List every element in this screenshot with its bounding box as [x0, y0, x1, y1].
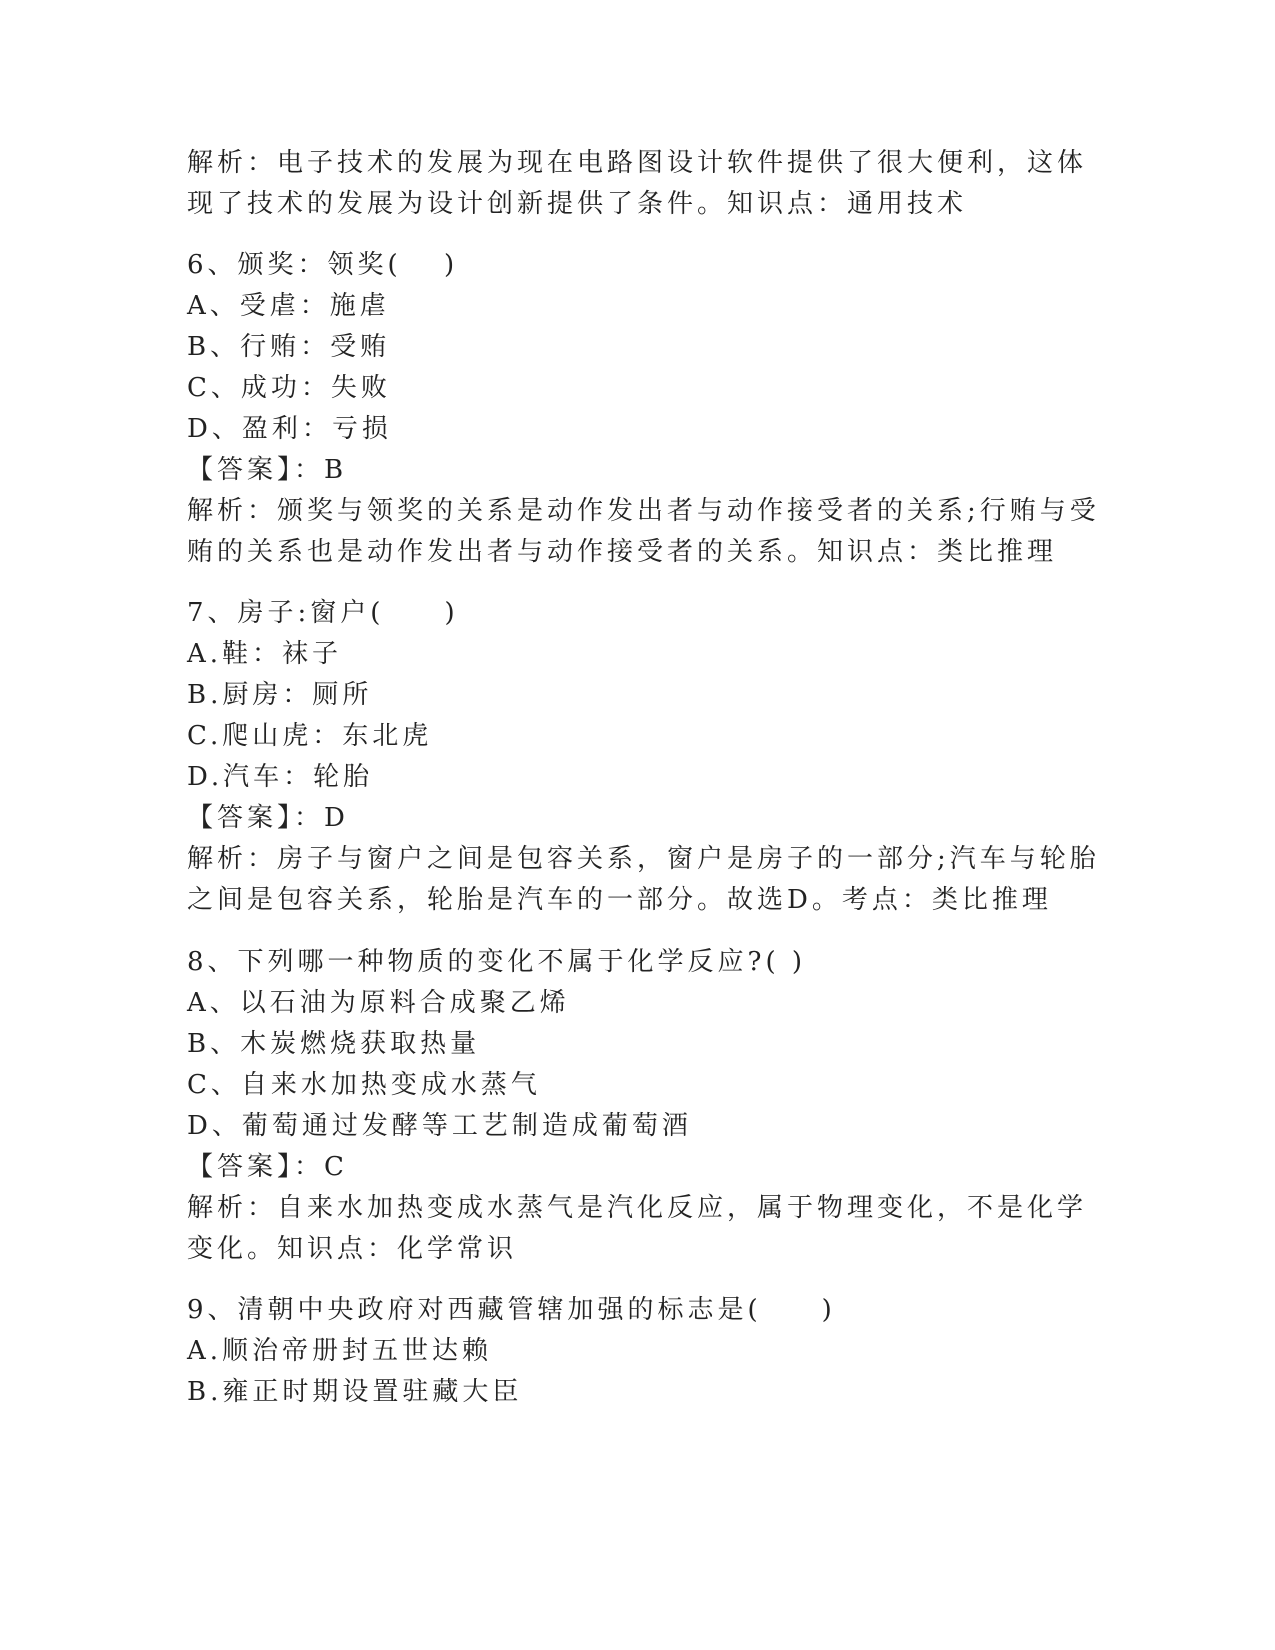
- q8-question: 8、下列哪一种物质的变化不属于化学反应?( ): [187, 947, 807, 977]
- q6-answer: 【答案】：B: [187, 455, 348, 485]
- q7-option-c: C.爬山虎：东北虎: [187, 721, 433, 751]
- q6-question: 6、颁奖：领奖( ): [187, 250, 459, 280]
- q6-analysis-line-1: 解析：颁奖与领奖的关系是动作发出者与动作接受者的关系;行贿与受: [187, 496, 1100, 526]
- q6-option-d: D、盈利：亏损: [187, 414, 392, 444]
- q9-option-b: B.雍正时期设置驻藏大臣: [187, 1377, 523, 1407]
- q6-analysis-line-2: 贿的关系也是动作发出者与动作接受者的关系。知识点：类比推理: [187, 537, 1058, 567]
- q9-option-a: A.顺治帝册封五世达赖: [187, 1336, 493, 1366]
- q5-analysis-line-2: 现了技术的发展为设计创新提供了条件。知识点：通用技术: [187, 189, 968, 219]
- q6-option-a: A、受虐：施虐: [187, 291, 390, 321]
- q6-option-c: C、成功：失败: [187, 373, 391, 403]
- q7-answer: 【答案】：D: [187, 803, 349, 833]
- q5-analysis-line-1: 解析：电子技术的发展为现在电路图设计软件提供了很大便利，这体: [187, 148, 1088, 178]
- q7-option-a: A.鞋：袜子: [187, 639, 343, 669]
- q8-option-a: A、以石油为原料合成聚乙烯: [187, 988, 570, 1018]
- q6-option-b: B、行贿：受贿: [187, 332, 391, 362]
- q9-question: 9、清朝中央政府对西藏管辖加强的标志是( ): [187, 1295, 836, 1325]
- q7-option-b: B.厨房：厕所: [187, 680, 373, 710]
- q8-analysis-line-2: 变化。知识点：化学常识: [187, 1234, 518, 1264]
- q8-analysis-line-1: 解析：自来水加热变成水蒸气是汽化反应，属于物理变化，不是化学: [187, 1193, 1088, 1223]
- q7-analysis-line-1: 解析：房子与窗户之间是包容关系，窗户是房子的一部分;汽车与轮胎: [187, 844, 1100, 874]
- q8-option-b: B、木炭燃烧获取热量: [187, 1029, 481, 1059]
- q7-option-d: D.汽车：轮胎: [187, 762, 374, 792]
- q7-question: 7、房子:窗户( ): [187, 598, 459, 628]
- q8-answer: 【答案】：C: [187, 1152, 348, 1182]
- q7-analysis-line-2: 之间是包容关系，轮胎是汽车的一部分。故选D。考点：类比推理: [187, 885, 1052, 915]
- q8-option-c: C、自来水加热变成水蒸气: [187, 1070, 541, 1100]
- q8-option-d: D、葡萄通过发酵等工艺制造成葡萄酒: [187, 1111, 692, 1141]
